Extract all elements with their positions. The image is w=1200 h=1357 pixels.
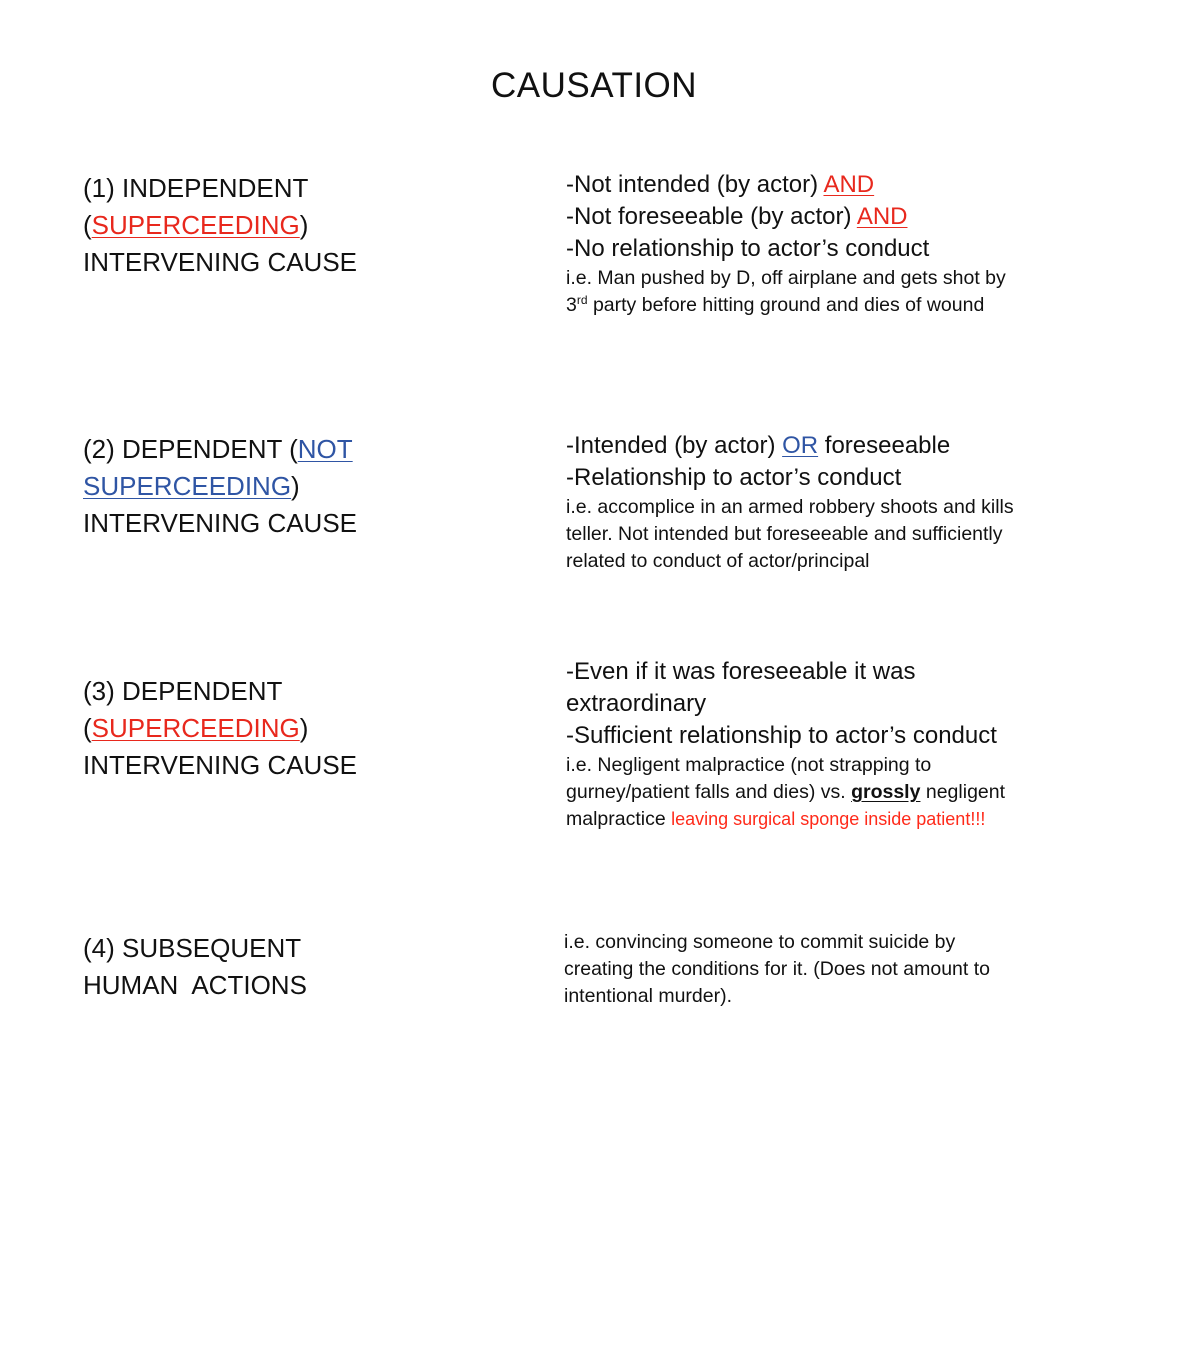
section-3-heading-line-1: (3) DEPENDENT (83, 676, 283, 706)
section-2-heading-line-3: INTERVENING CAUSE (83, 508, 358, 538)
superceeding-label: SUPERCEEDING (91, 210, 300, 240)
section-3-bullet-1-line-2: extraordinary (566, 690, 707, 717)
bullet-text: -Not intended (by actor) (566, 171, 824, 198)
section-2-bullet-2: -Relationship to actor’s conduct (566, 464, 902, 491)
section-2-heading (83, 431, 503, 542)
section-3-bullet-1-line-1: -Even if it was foreseeable it was (566, 658, 916, 685)
section-4-example-line-2: creating the conditions for it. (Does not amount to (564, 958, 990, 980)
section-4-example-line-3: intentional murder). (564, 985, 732, 1007)
example-text: party before hitting ground and dies of wound (587, 294, 985, 316)
section-3-example-line-3 (566, 806, 1066, 833)
paren-close: ) (299, 210, 309, 240)
superceeding-label: SUPERCEEDING (83, 471, 292, 501)
section-1-heading-line-2 (83, 207, 503, 244)
section-1-heading-line-3: INTERVENING CAUSE (83, 247, 358, 277)
section-4-example-line-1: i.e. convincing someone to commit suicide by (564, 931, 956, 953)
section-3-example-line-1: i.e. Negligent malpractice (not strapping to (566, 754, 932, 776)
section-1-heading-line-1: (1) INDEPENDENT (83, 173, 309, 203)
bullet-text: -Intended (by actor) (566, 432, 783, 459)
section-4-heading (83, 930, 503, 1004)
not-label: NOT (297, 434, 353, 464)
paren-close: ) (299, 713, 309, 743)
example-text: gurney/patient falls and dies) vs. (566, 781, 852, 803)
section-1-heading (83, 170, 503, 281)
section-2-heading-line-2 (83, 468, 503, 505)
or-label: OR (782, 432, 819, 459)
section-1-example-line-2 (566, 292, 1066, 319)
handwritten-note: leaving surgical sponge inside patient!!! (671, 809, 986, 829)
example-text: negligent (920, 781, 1006, 803)
superceeding-label: SUPERCEEDING (91, 713, 300, 743)
grossly-emphasis: grossly (851, 781, 921, 803)
bullet-text: foreseeable (818, 432, 951, 459)
section-2-details (566, 430, 1066, 575)
section-2-bullet-1 (566, 430, 1066, 462)
and-label: AND (823, 171, 875, 198)
paren-close: ) (291, 471, 300, 501)
section-2-heading-line-1 (83, 431, 503, 468)
section-4-heading-line-2: HUMAN ACTIONS (83, 970, 307, 1000)
section-1-bullet-3: -No relationship to actor’s conduct (566, 235, 930, 262)
section-4-details (564, 929, 1064, 1010)
section-2-example-line-2: teller. Not intended but foreseeable and sufficiently (566, 523, 1003, 545)
section-3-heading (83, 673, 503, 784)
section-3-heading-line-3: INTERVENING CAUSE (83, 750, 358, 780)
example-text: malpractice (566, 808, 672, 830)
paren-open: ( (83, 210, 92, 240)
and-label: AND (856, 203, 908, 230)
section-2-example-line-1: i.e. accomplice in an armed robbery shoots and kills (566, 496, 1014, 518)
section-4-heading-line-1: (4) SUBSEQUENT (83, 933, 302, 963)
heading-prefix: (2) DEPENDENT ( (83, 434, 298, 464)
section-1-details (566, 169, 1066, 319)
section-1-bullet-2 (566, 201, 1066, 233)
section-2-example-line-3: related to conduct of actor/principal (566, 550, 870, 572)
section-3-bullet-2: -Sufficient relationship to actor’s conduct (566, 722, 997, 749)
section-1-bullet-1 (566, 169, 1066, 201)
section-3-details (566, 656, 1066, 833)
section-1-example-line-1: i.e. Man pushed by D, off airplane and gets shot by (566, 267, 1006, 289)
section-3-example-line-2 (566, 779, 1066, 806)
page-title: CAUSATION (490, 66, 698, 105)
ordinal-suffix: rd (576, 293, 588, 307)
bullet-text: -Not foreseeable (by actor) (566, 203, 857, 230)
section-3-heading-line-2 (83, 710, 503, 747)
paren-open: ( (83, 713, 92, 743)
ordinal-number: 3 (566, 294, 577, 316)
